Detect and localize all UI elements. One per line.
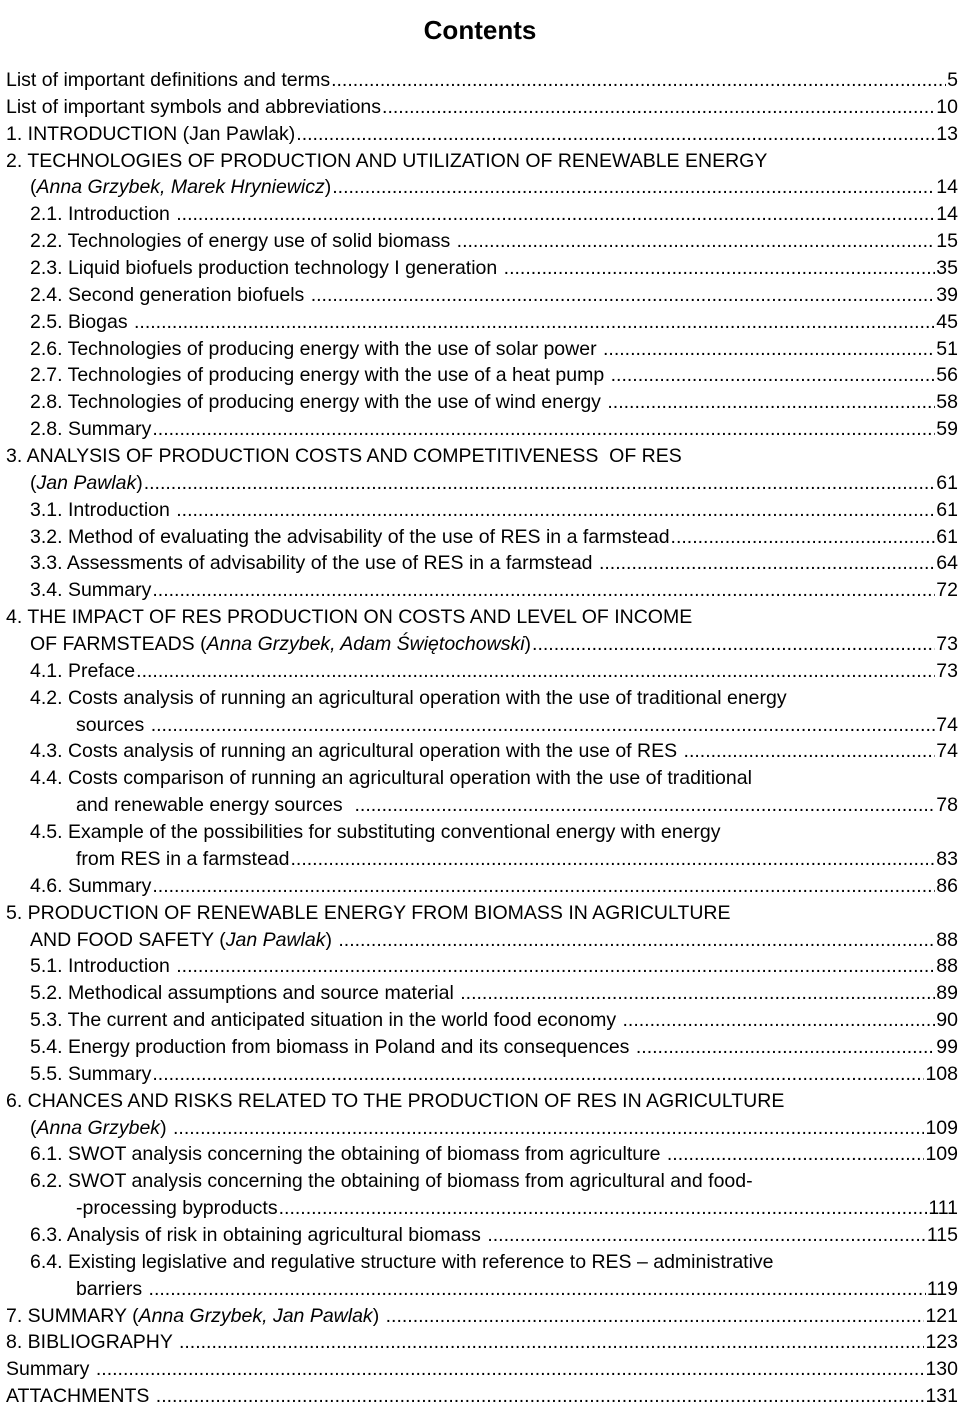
- toc-entry-title: 2.2. Technologies of energy use of solid biomass: [30, 230, 456, 253]
- toc-entry-continuation[interactable]: [6, 1276, 958, 1303]
- toc-entry[interactable]: [6, 953, 958, 980]
- toc-page-number: 83: [936, 847, 958, 870]
- toc-entry-title: 5.3. The current and anticipated situation in the world food economy: [30, 1009, 622, 1032]
- dot-leader: [599, 550, 935, 577]
- toc-page-number: 61: [936, 498, 958, 521]
- toc-page-number: 88: [936, 955, 958, 978]
- toc-entry-title: 3.3. Assessments of advisability of the use of RES in a farmstead: [30, 552, 598, 575]
- toc-entry[interactable]: [6, 309, 958, 336]
- toc-page-number: 73: [936, 659, 958, 682]
- page-title: Contents: [423, 15, 537, 46]
- dot-leader: [176, 497, 935, 524]
- toc-page-number: 73: [936, 633, 958, 656]
- toc-entry-title: 2.1. Introduction: [30, 203, 176, 226]
- toc-entry-title: 2.8. Summary: [30, 418, 152, 441]
- dot-leader: [134, 309, 935, 336]
- toc-entry-title: 4.2. Costs analysis of running an agricultural operation with the use of traditional energy: [30, 686, 787, 709]
- toc-page-number: 61: [936, 525, 958, 548]
- toc-entry[interactable]: [6, 577, 958, 604]
- toc-entry-title: 7. SUMMARY (Anna Grzybek, Jan Pawlak): [6, 1304, 385, 1327]
- toc-entry-continuation[interactable]: [6, 792, 958, 819]
- dot-leader: [457, 228, 936, 255]
- toc-entry-title: 4. THE IMPACT OF RES PRODUCTION ON COSTS AND LEVEL OF INCOME: [6, 606, 693, 629]
- dot-leader: [176, 201, 935, 228]
- dot-leader: [332, 174, 935, 201]
- dot-leader: [176, 953, 935, 980]
- toc-entry[interactable]: [6, 255, 958, 282]
- toc-entry[interactable]: [6, 121, 958, 148]
- toc-entry-title: 5. PRODUCTION OF RENEWABLE ENERGY FROM BIOMASS IN AGRICULTURE: [6, 901, 731, 924]
- toc-entry-title: (Anna Grzybek, Marek Hryniewicz): [30, 176, 332, 199]
- toc-entry[interactable]: [6, 604, 958, 631]
- dot-leader: [386, 1303, 925, 1330]
- toc-entry-title: List of important symbols and abbreviations: [6, 95, 382, 118]
- dot-leader: [152, 1061, 924, 1088]
- toc-entry-title: 6.3. Analysis of risk in obtaining agricultural biomass: [30, 1223, 487, 1246]
- toc-page-number: 39: [936, 283, 958, 306]
- toc-entry[interactable]: [6, 443, 958, 470]
- toc-entry-title: 6. CHANCES AND RISKS RELATED TO THE PRODUCTION OF RES IN AGRICULTURE: [6, 1089, 785, 1112]
- toc-entry-continuation[interactable]: [6, 631, 958, 658]
- toc-entry-title: 2.5. Biogas: [30, 310, 133, 333]
- authors: Jan Pawlak: [36, 471, 137, 494]
- toc-entry-title: 4.3. Costs analysis of running an agricultural operation with the use of RES: [30, 740, 683, 763]
- dot-leader: [355, 792, 936, 819]
- toc-entry[interactable]: [6, 1222, 958, 1249]
- toc-page-number: 130: [925, 1358, 958, 1381]
- toc-entry-continuation[interactable]: [6, 1115, 958, 1142]
- dot-leader: [144, 470, 936, 497]
- toc-page-number: 61: [936, 471, 958, 494]
- toc-page-number: 58: [936, 391, 958, 414]
- toc-entry[interactable]: [6, 416, 958, 443]
- toc-page-number: 59: [936, 418, 958, 441]
- toc-entry[interactable]: [6, 148, 958, 175]
- dot-leader: [156, 1383, 925, 1410]
- toc-page-number: 131: [925, 1385, 958, 1408]
- toc-entry[interactable]: [6, 1088, 958, 1115]
- toc-entry[interactable]: [6, 1249, 958, 1276]
- toc-entry[interactable]: [6, 282, 958, 309]
- toc-entry-title: 8. BIBLIOGRAPHY: [6, 1331, 178, 1354]
- toc-entry-title: 6.2. SWOT analysis concerning the obtaining of biomass from agricultural and food-: [30, 1170, 753, 1193]
- toc-entry[interactable]: [6, 819, 958, 846]
- toc-page-number: 14: [936, 176, 958, 199]
- toc-page-number: 51: [936, 337, 958, 360]
- toc-entry-title: OF FARMSTEADS (Anna Grzybek, Adam Świętochowski): [30, 633, 532, 656]
- toc-entry-continuation[interactable]: [6, 470, 958, 497]
- authors: Anna Grzybek, Marek Hryniewicz: [36, 176, 325, 199]
- dot-leader: [667, 1141, 925, 1168]
- toc-page-number: 72: [936, 579, 958, 602]
- dot-leader: [136, 658, 935, 685]
- toc-entry[interactable]: [6, 336, 958, 363]
- toc-entry-title: (Jan Pawlak): [30, 471, 143, 494]
- toc-entry-title: 4.6. Summary: [30, 874, 152, 897]
- toc-entry-title: (Anna Grzybek): [30, 1116, 172, 1139]
- toc-page-number: 88: [936, 928, 958, 951]
- toc-page-number: 108: [925, 1062, 958, 1085]
- toc-entry-title: List of important definitions and terms: [6, 69, 331, 91]
- toc-entry-continuation[interactable]: [6, 712, 958, 739]
- dot-leader: [460, 980, 935, 1007]
- authors: Jan Pawlak: [225, 928, 326, 951]
- toc-entry[interactable]: [6, 524, 958, 551]
- toc-entry[interactable]: [6, 94, 958, 121]
- toc-entry-title: 2.8. Technologies of producing energy with the use of wind energy: [30, 391, 607, 414]
- dot-leader: [607, 389, 935, 416]
- toc-entry-title: 6.1. SWOT analysis concerning the obtaining of biomass from agriculture: [30, 1143, 666, 1166]
- toc-entry[interactable]: [6, 362, 958, 389]
- toc-entry[interactable]: [6, 201, 958, 228]
- toc-entry[interactable]: [6, 550, 958, 577]
- toc-entry[interactable]: [6, 765, 958, 792]
- toc-entry[interactable]: [6, 1141, 958, 1168]
- toc-entry-title: 4.1. Preface: [30, 659, 136, 682]
- toc-page-number: 45: [936, 310, 958, 333]
- dot-leader: [152, 873, 935, 900]
- toc-entry-title: -processing byproducts: [76, 1197, 278, 1220]
- dot-leader: [151, 712, 936, 739]
- toc-entry[interactable]: [6, 980, 958, 1007]
- toc-entry-title: 3. ANALYSIS OF PRODUCTION COSTS AND COMPETITIVENESS OF RES: [6, 445, 682, 468]
- toc-entry-title: 2. TECHNOLOGIES OF PRODUCTION AND UTILIZATION OF RENEWABLE ENERGY: [6, 149, 768, 172]
- toc-page-number: 56: [936, 364, 958, 387]
- dot-leader: [149, 1276, 926, 1303]
- toc-entry[interactable]: [6, 1303, 958, 1330]
- toc-page-number: 74: [936, 713, 958, 736]
- dot-leader: [173, 1115, 924, 1142]
- toc-entry-title: 2.6. Technologies of producing energy with the use of solar power: [30, 337, 602, 360]
- toc-page-number: 123: [925, 1331, 958, 1354]
- toc-page-number: 14: [936, 203, 958, 226]
- toc-entry[interactable]: [6, 67, 958, 94]
- dot-leader: [487, 1222, 926, 1249]
- toc-page-number: 89: [936, 982, 958, 1005]
- dot-leader: [338, 927, 935, 954]
- toc-entry[interactable]: [6, 1061, 958, 1088]
- toc-entry-title: 3.1. Introduction: [30, 498, 176, 521]
- toc-entry[interactable]: [6, 658, 958, 685]
- toc-page-number: 121: [925, 1304, 958, 1327]
- toc-entry[interactable]: [6, 900, 958, 927]
- dot-leader: [382, 94, 935, 121]
- toc-entry[interactable]: [6, 1383, 958, 1410]
- toc-entry-title: ATTACHMENTS: [6, 1385, 155, 1408]
- toc-page-number: 86: [936, 874, 958, 897]
- toc-entry-continuation[interactable]: [6, 846, 958, 873]
- toc-page-number: 64: [936, 552, 958, 575]
- toc-page-number: 115: [926, 1223, 958, 1246]
- toc-entry-title: sources: [76, 713, 150, 736]
- toc-entry[interactable]: [6, 1168, 958, 1195]
- toc-entry-title: 4.5. Example of the possibilities for substituting conventional energy with energy: [30, 821, 721, 844]
- toc-entry-title: Summary: [6, 1358, 95, 1381]
- dot-leader: [96, 1356, 925, 1383]
- dot-leader: [279, 1195, 928, 1222]
- toc-page-number: 13: [936, 122, 958, 145]
- toc-entry-title: 5.4. Energy production from biomass in Poland and its consequences: [30, 1035, 635, 1058]
- toc-entry[interactable]: [6, 738, 958, 765]
- toc-entry-title: barriers: [76, 1277, 148, 1300]
- toc-entry[interactable]: [6, 1329, 958, 1356]
- toc-entry-title: 5.5. Summary: [30, 1062, 152, 1085]
- toc-entry-title: 2.7. Technologies of producing energy with the use of a heat pump: [30, 364, 610, 387]
- toc-entry-title: from RES in a farmstead: [76, 847, 290, 870]
- authors: Anna Grzybek, Jan Pawlak: [138, 1304, 373, 1327]
- toc-entry[interactable]: [6, 1007, 958, 1034]
- authors: Anna Grzybek, Adam Świętochowski: [206, 633, 525, 656]
- toc-entry-title: 6.4. Existing legislative and regulative structure with reference to RES – administrative: [30, 1250, 774, 1273]
- toc-page-number: 78: [936, 794, 958, 817]
- toc-page-number: 109: [925, 1143, 958, 1166]
- toc-page-number: 15: [936, 230, 958, 253]
- dot-leader: [532, 631, 935, 658]
- dot-leader: [152, 577, 935, 604]
- toc-page-number: 5: [947, 69, 958, 91]
- toc-page-number: 90: [936, 1009, 958, 1032]
- toc-entry[interactable]: [6, 873, 958, 900]
- dot-leader: [504, 255, 936, 282]
- dot-leader: [636, 1034, 935, 1061]
- toc-entry-title: 2.4. Second generation biofuels: [30, 283, 310, 306]
- dot-leader: [179, 1329, 924, 1356]
- toc-entry-title: 1. INTRODUCTION (Jan Pawlak): [6, 122, 296, 145]
- toc-entry-title: 4.4. Costs comparison of running an agricultural operation with the use of traditional: [30, 767, 752, 790]
- dot-leader: [603, 336, 935, 363]
- toc-page-number: 99: [936, 1035, 958, 1058]
- toc-page-number: 10: [936, 95, 958, 118]
- dot-leader: [291, 846, 936, 873]
- toc-entry[interactable]: [6, 497, 958, 524]
- dot-leader: [623, 1007, 936, 1034]
- dot-leader: [611, 362, 936, 389]
- dot-leader: [152, 416, 935, 443]
- dot-leader: [684, 738, 936, 765]
- toc-page-number: 111: [928, 1197, 958, 1220]
- toc-entry-title: 5.2. Methodical assumptions and source material: [30, 982, 460, 1005]
- toc-entry-continuation[interactable]: [6, 927, 958, 954]
- toc-entry[interactable]: [6, 1034, 958, 1061]
- toc-page-number: 35: [936, 257, 958, 280]
- toc-entry-title: and renewable energy sources: [76, 794, 354, 817]
- toc-entry[interactable]: [6, 685, 958, 712]
- toc-entry-title: 5.1. Introduction: [30, 955, 176, 978]
- toc-page-number: 74: [936, 740, 958, 763]
- toc-entry[interactable]: [6, 1356, 958, 1383]
- toc-entry[interactable]: [6, 389, 958, 416]
- dot-leader: [671, 524, 936, 551]
- toc-entry-continuation[interactable]: [6, 174, 958, 201]
- toc-entry[interactable]: [6, 228, 958, 255]
- dot-leader: [331, 67, 946, 94]
- toc-entry-title: 3.4. Summary: [30, 579, 152, 602]
- toc-entry-continuation[interactable]: [6, 1195, 958, 1222]
- table-of-contents: [6, 67, 958, 1410]
- dot-leader: [296, 121, 935, 148]
- toc-page-number: 109: [925, 1116, 958, 1139]
- toc-entry-title: AND FOOD SAFETY (Jan Pawlak): [30, 928, 338, 951]
- toc-entry-title: 3.2. Method of evaluating the advisability of the use of RES in a farmstead: [30, 525, 670, 548]
- authors: Anna Grzybek: [36, 1116, 161, 1139]
- toc-entry-title: 2.3. Liquid biofuels production technology I generation: [30, 257, 503, 280]
- toc-page-number: 119: [926, 1277, 958, 1300]
- dot-leader: [311, 282, 936, 309]
